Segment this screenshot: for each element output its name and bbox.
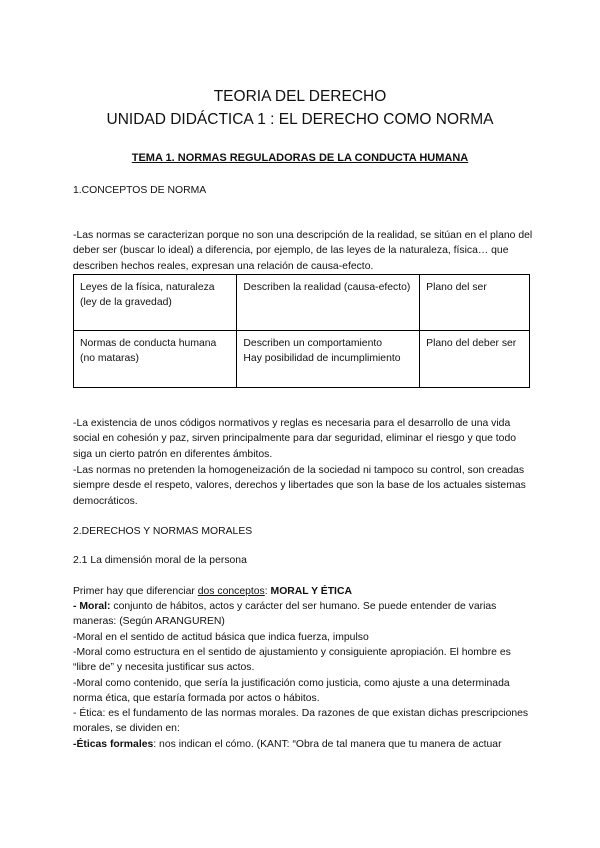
intro-bold: MORAL Y ÉTICA — [270, 586, 352, 597]
table-cell: Leyes de la física, naturaleza (ley de la gravedad) — [74, 275, 237, 331]
moral-label: - Moral: — [73, 601, 111, 612]
section1-paragraph: -Las normas se caracterizan porque no son una descripción de la realidad, se sitúan en el plano del deber ser (buscar lo ideal) a diferencia, por ejemplo, de las leyes de la naturaleza, física… que describen hechos reales, expresan una relación de causa-efecto. — [73, 230, 533, 272]
document-subtitle: UNIDAD DIDÁCTICA 1 : EL DERECHO COMO NORMA — [106, 111, 494, 128]
table-row — [74, 331, 530, 388]
moral-definition — [73, 599, 533, 630]
etica-definition: - Ética: es el fundamento de las normas morales. Da razones de que existan dichas prescripciones morales, se dividen en: — [73, 708, 529, 735]
eticas-formales-text: : nos indican el cómo. (KANT: “Obra de tal manera que tu manera de actuar — [153, 739, 502, 750]
eticas-formales-label: -Éticas formales — [73, 739, 154, 750]
section2-subheading: 2.1 La dimensión moral de la persona — [73, 555, 247, 566]
section2-heading: 2.DERECHOS Y NORMAS MORALES — [73, 526, 253, 537]
intro-colon: : — [264, 586, 271, 597]
moral-text: conjunto de hábitos, actos y carácter del ser humano. Se puede entender de varias maneras: (Según ARANGUREN) — [73, 601, 497, 628]
moral-item-2: -Moral como estructura en el sentido de ajustamiento y consiguiente apropiación. El hombre es “libre de” y necesita justificar sus actos. — [73, 647, 511, 674]
document-title: TEORIA DEL DERECHO — [213, 88, 387, 105]
moral-item-3: -Moral como contenido, que sería la justificación como justicia, como ajuste a una determinada norma ética, que estaría formada por actos o hábitos. — [73, 678, 510, 705]
table-cell-line: Describen un comportamiento — [243, 338, 383, 349]
table-cell: Plano del deber ser — [420, 331, 530, 388]
section1-heading: 1.CONCEPTOS DE NORMA — [73, 185, 207, 196]
intro-underlined: dos conceptos — [197, 586, 265, 597]
table-cell — [237, 331, 420, 388]
eticas-formales — [73, 737, 533, 752]
table-cell: Describen la realidad (causa-efecto) — [237, 275, 420, 331]
moral-item-1: -Moral en el sentido de actitud básica que indica fuerza, impulso — [73, 632, 369, 643]
table-cell-line: Hay posibilidad de incumplimiento — [243, 353, 401, 365]
table-cell: Plano del ser — [420, 275, 530, 331]
table-row — [74, 275, 530, 331]
moral-etica-intro — [73, 584, 533, 599]
norms-table — [73, 274, 530, 388]
table-cell: Normas de conducta humana (no mataras) — [74, 331, 237, 388]
after-table-paragraph-2: -Las normas no pretenden la homogeneización de la sociedad ni tampoco su control, son creadas siempre desde el respeto, valores, derechos y libertades que son la base de los actuales sistemas democráticos. — [73, 465, 526, 507]
after-table-paragraph-1: -La existencia de unos códigos normativos y reglas es necesaria para el desarrollo de una vida social en cohesión y paz, sirven principalmente para dar seguridad, eliminar el riesgo y que todo siga un cierto patrón en diferentes ámbitos. — [73, 418, 517, 460]
intro-text: Primer hay que diferenciar — [73, 586, 198, 597]
tema-heading: TEMA 1. NORMAS REGULADORAS DE LA CONDUCTA HUMANA — [131, 152, 469, 164]
